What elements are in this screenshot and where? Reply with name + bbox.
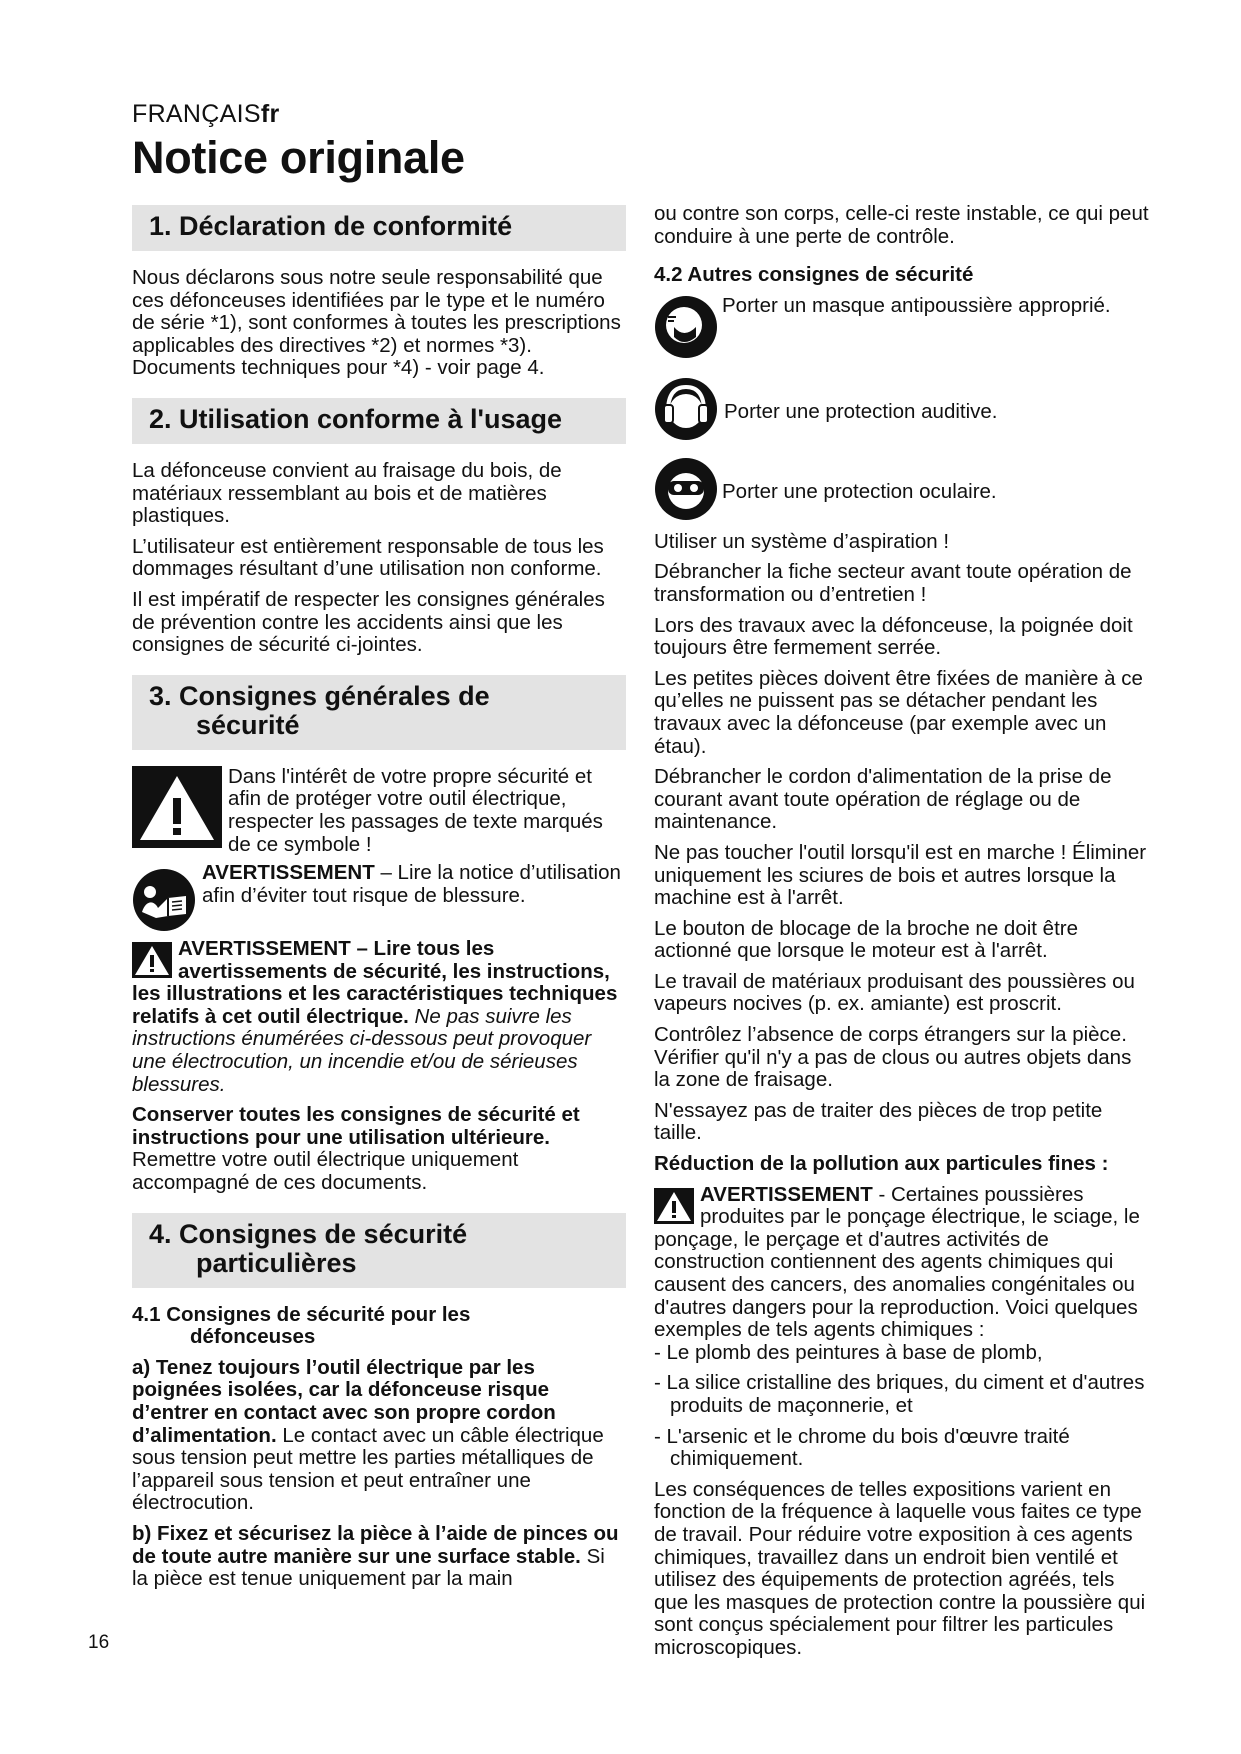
section-2-p1: La défonceuse convient au fraisage du bois, de matériaux ressemblant au bois et de matières plastiques. [132,458,562,528]
page-number: 16 [88,1632,110,1653]
read-manual-icon [132,868,196,932]
rule-r2: Débrancher la fiche secteur avant toute opération de transformation ou d’entretien ! [654,560,1132,606]
section-2-p3: Il est impératif de respecter les consignes générales de prévention contre les accidents ainsi que les consignes de sécurité ci-jointes. [132,587,605,657]
mask-notice: Porter un masque antipoussière approprié. [654,295,1152,371]
section-2-p2: L’utilisateur est entièrement responsable de tous les dommages résultant d’une utilisation non conforme. [132,534,604,581]
read-manual-notice: AVERTISSEMENT – Lire la notice d’utilisation afin d’éviter tout risque de blessure. [132,862,626,932]
section-4-heading: 4. Consignes de sécurité particulières [132,1213,626,1288]
warning-triangle-icon [654,1188,694,1224]
warning-symbol-notice: Dans l'intérêt de votre propre sécurité et afin de protéger votre outil électrique, respecter les passages de texte marqués de ce symbole ! [132,766,626,856]
dust-warning: AVERTISSEMENT - Certaines poussières produites par le ponçage électrique, le sciage, le ponçage, le perçage et d'autres activités de construction contiennent des agents chimiques qui causent des cancers, des anomalies congénitales ou d'autres dangers pour la reproduction. Voici quelques exemples de tels agents chimiques : [654,1182,1140,1342]
subsection-4-1-heading: 4.1 Consignes de sécurité pour les défonceuses [132,1302,471,1349]
rule-r6: Ne pas toucher l'outil lorsqu'il est en marche ! Éliminer uniquement les sciures de bois et autres lorsque la machine est à l'arrêt. [654,840,1147,910]
rule-b: b) Fixez et sécurisez la pièce à l’aide de pinces ou de toute autre manière sur une surface stable. Si la pièce est tenue uniquement par la main [132,1521,619,1591]
section-3-heading: 3. Consignes générales de sécurité [132,675,626,750]
eye-protection-icon [654,457,718,521]
section-1-heading: 1. Déclaration de conformité [132,205,626,251]
left-column [132,205,626,1599]
rule-r9: Contrôlez l’absence de corps étrangers sur la pièce. Vérifier qu'il n'y a pas de clous ou autres objets dans la zone de fraisage. [654,1023,1132,1092]
eye-notice: Porter une protection oculaire. [654,457,1152,525]
dust-agent-list [654,1342,1152,1471]
rule-a: a) Tenez toujours l’outil électrique par les poignées isolées, car la défonceuse risque d’entrer en contact avec son propre cordon d’alimentation. Le contact avec un câble électrique sous tension peut mettre les parties métalliques de l’appareil sous tension et peut entraîner une électrocution. [132,1355,604,1515]
rule-r10: N'essayez pas de traiter des pièces de trop petite taille. [654,1098,1103,1145]
rule-r5: Débrancher le cordon d'alimentation de la prise de courant avant toute opération de réglage ou de maintenance. [654,765,1112,834]
right-column [654,203,1152,1668]
subsection-4-2-heading: 4.2 Autres consignes de sécurité [654,263,974,287]
language-label: FRANÇAISfr [132,100,280,128]
keep-instructions: Conserver toutes les consignes de sécurité et instructions pour une utilisation ultérieure. Remettre votre outil électrique uniquement accompagné de ces documents. [132,1103,580,1195]
page-title: Notice originale [132,132,465,183]
warning-read-all: AVERTISSEMENT – Lire tous les avertissements de sécurité, les instructions, les illustrations et les caractéristiques techniques relatifs à cet outil électrique. Ne pas suivre les instructions énumérées ci-dessous peut provoquer une électrocution, un incendie et/ou de sérieuses blessures. [132,937,618,1096]
dust-consequences: Les conséquences de telles expositions varient en fonction de la fréquence à laquelle vous faites ce type de travail. Pour réduire votre exposition à ces agents chimiques, travaillez dans un endroit bien ventilé et utilisez des équipements de protection agréés, tels que les masques de protection contre la poussière qui sont conçus spécialement pour filtrer les particules microscopiques. [654,1477,1146,1659]
list-item: - L'arsenic et le chrome du bois d'œuvre traité chimiquement. [654,1424,1070,1471]
rule-r7: Le bouton de blocage de la broche ne doit être actionné que lorsque le moteur est à l'arrêt. [654,916,1078,963]
section-1-text: Nous déclarons sous notre seule responsabilité que ces défonceuses identifiées par le type et le numéro de série *1), sont conformes à toutes les prescriptions applicables des directives *2) et normes *3). Documents techniques pour *4) - voir page 4. [132,266,621,380]
dust-mask-icon [654,295,718,359]
hearing-protection-icon [654,377,718,441]
rule-r3: Lors des travaux avec la défonceuse, la poignée doit toujours être fermement serrée. [654,613,1133,660]
rule-r8: Le travail de matériaux produisant des poussières ou vapeurs nocives (p. ex. amiante) est proscrit. [654,969,1135,1016]
section-2-heading: 2. Utilisation conforme à l'usage [132,398,626,444]
rule-b-continued: ou contre son corps, celle-ci reste instable, ce qui peut conduire à une perte de contrôle. [654,202,1149,248]
list-item: - Le plomb des peintures à base de plomb, [654,1340,1043,1364]
dust-heading: Réduction de la pollution aux particules fines : [654,1152,1109,1176]
warning-triangle-icon [132,766,222,848]
list-item: - La silice cristalline des briques, du ciment et d'autres produits de maçonnerie, et [654,1371,1145,1417]
rule-r4: Les petites pièces doivent être fixées de manière à ce qu’elles ne puissent pas se détacher pendant les travaux avec la défonceuse (par exemple avec un étau). [654,666,1143,758]
hearing-notice: Porter une protection auditive. [654,377,1152,451]
rule-r1: Utiliser un système d’aspiration ! [654,529,950,553]
warning-triangle-icon [132,942,172,978]
